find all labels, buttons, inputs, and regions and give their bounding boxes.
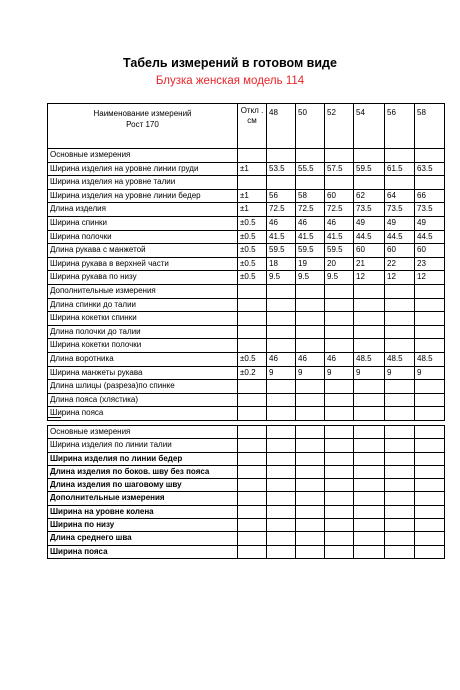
row-value [415,407,445,421]
row-empty-cell [267,505,296,518]
row-empty-cell [296,479,325,492]
row-value: 55.5 [296,162,325,176]
row-deviation [238,298,267,312]
row-empty-cell [238,439,267,452]
row-empty-cell [385,479,415,492]
row-deviation: ±0.5 [238,230,267,244]
header-name-cell [48,104,238,149]
row-name: Дополнительные измерения [48,284,238,298]
row-name: Ширина манжеты рукава [48,366,238,380]
row-value: 9 [385,366,415,380]
row-name: Длина среднего шва [48,532,238,545]
row-value [325,407,354,421]
row-name: Длина полочки до талии [48,325,238,339]
row-value: 72.5 [267,203,296,217]
row-value: 21 [354,257,385,271]
table-row [48,271,445,285]
row-empty-cell [354,505,385,518]
row-name: Длина изделия по боков. шву без пояса [48,465,238,478]
row-value: 44.5 [354,230,385,244]
table-row [48,426,445,439]
row-value [385,284,415,298]
row-value: 9.5 [296,271,325,285]
row-empty-cell [354,479,385,492]
row-empty-cell [267,465,296,478]
row-value: 73.5 [385,203,415,217]
row-empty-cell [385,532,415,545]
row-empty-cell [415,532,445,545]
row-deviation: ±0.5 [238,271,267,285]
table-row [48,216,445,230]
row-value: 53.5 [267,162,296,176]
row-value [415,176,445,190]
row-empty-cell [267,532,296,545]
row-deviation: ±1 [238,162,267,176]
row-name: Ширина рукава в верхней части [48,257,238,271]
row-value: 49 [354,216,385,230]
row-deviation [238,407,267,421]
row-name: Ширина спинки [48,216,238,230]
row-value [415,149,445,163]
row-value: 73.5 [354,203,385,217]
row-value: 9 [354,366,385,380]
row-value: 60 [354,244,385,258]
row-empty-cell [354,452,385,465]
row-value [385,176,415,190]
row-value: 41.5 [325,230,354,244]
row-value [267,298,296,312]
row-value [354,176,385,190]
row-value [354,407,385,421]
row-value: 56 [267,189,296,203]
header-size-56: 56 [385,104,415,149]
row-empty-cell [415,505,445,518]
row-empty-cell [267,479,296,492]
row-empty-cell [296,519,325,532]
row-value [296,284,325,298]
row-name: Длина воротника [48,352,238,366]
row-value [267,407,296,421]
row-empty-cell [238,505,267,518]
row-value [415,284,445,298]
row-value [385,312,415,326]
row-value: 61.5 [385,162,415,176]
row-value [296,407,325,421]
row-empty-cell [267,492,296,505]
row-value: 41.5 [296,230,325,244]
row-name: Ширина изделия по линии талии [48,439,238,452]
row-value [267,339,296,353]
table-row [48,176,445,190]
row-name: Ширина полочки [48,230,238,244]
row-value [354,298,385,312]
row-value [385,407,415,421]
measurements-table [47,103,445,421]
row-empty-cell [325,545,354,558]
row-name: Длина пояса (хлястика) [48,393,238,407]
row-value [415,393,445,407]
row-deviation [238,393,267,407]
row-value [385,380,415,394]
row-empty-cell [354,519,385,532]
row-empty-cell [238,545,267,558]
row-value: 58 [296,189,325,203]
header-name-label: Наименование измерений [93,109,192,118]
row-empty-cell [325,465,354,478]
table-row [48,505,445,518]
row-value: 59.5 [354,162,385,176]
row-value: 66 [415,189,445,203]
row-value: 60 [415,244,445,258]
header-size-48: 48 [267,104,296,149]
table-row [48,452,445,465]
row-value: 23 [415,257,445,271]
row-value: 22 [385,257,415,271]
table-row [48,312,445,326]
row-value [296,339,325,353]
row-empty-cell [238,492,267,505]
row-deviation [238,176,267,190]
row-value [267,149,296,163]
row-value [267,176,296,190]
header-size-52: 52 [325,104,354,149]
table-row [48,298,445,312]
table-row [48,230,445,244]
row-empty-cell [325,505,354,518]
row-empty-cell [385,465,415,478]
row-value [354,149,385,163]
row-value [385,325,415,339]
table-row [48,189,445,203]
row-empty-cell [415,426,445,439]
row-value [325,176,354,190]
row-value: 18 [267,257,296,271]
row-value [325,380,354,394]
row-value [267,325,296,339]
row-value: 19 [296,257,325,271]
row-name: Ширина изделия на уровне талии [48,176,238,190]
row-name: Ширина пояса [48,407,238,421]
row-empty-cell [296,505,325,518]
page-title: Табель измерений в готовом виде [123,56,337,70]
row-empty-cell [354,439,385,452]
row-empty-cell [325,519,354,532]
row-value: 9 [415,366,445,380]
row-empty-cell [385,426,415,439]
row-name: Основные измерения [48,426,238,439]
row-deviation [238,380,267,394]
row-value [325,325,354,339]
row-value [354,380,385,394]
row-name: Ширина изделия на уровне линии груди [48,162,238,176]
row-value: 44.5 [385,230,415,244]
row-name: Ширина рукава по низу [48,271,238,285]
row-empty-cell [267,545,296,558]
row-value: 9 [325,366,354,380]
row-empty-cell [325,479,354,492]
table-row [48,380,445,394]
row-empty-cell [385,452,415,465]
row-value [267,393,296,407]
row-value: 12 [354,271,385,285]
row-deviation: ±0.2 [238,366,267,380]
header-size-54: 54 [354,104,385,149]
row-value [415,312,445,326]
row-empty-cell [354,465,385,478]
row-deviation: ±0.5 [238,244,267,258]
row-deviation: ±0.5 [238,257,267,271]
row-value [267,380,296,394]
table-row [48,492,445,505]
row-empty-cell [296,439,325,452]
row-deviation [238,312,267,326]
measurements-table-2 [47,425,445,559]
row-value [354,312,385,326]
row-value: 12 [415,271,445,285]
row-deviation [238,339,267,353]
row-empty-cell [385,519,415,532]
row-empty-cell [267,426,296,439]
row-value: 48.5 [385,352,415,366]
table-row [48,244,445,258]
row-value: 59.5 [296,244,325,258]
row-empty-cell [267,452,296,465]
row-value: 60 [325,189,354,203]
table-row [48,545,445,558]
table-row [48,532,445,545]
row-value: 9.5 [325,271,354,285]
table-row [48,519,445,532]
row-deviation [238,149,267,163]
row-value [385,393,415,407]
row-name: Длина спинки до талии [48,298,238,312]
header-size-50: 50 [296,104,325,149]
row-value [296,176,325,190]
row-empty-cell [296,492,325,505]
table-header-row [48,104,445,149]
row-empty-cell [415,439,445,452]
row-value: 46 [325,216,354,230]
row-empty-cell [415,465,445,478]
table-row [48,339,445,353]
row-value: 12 [385,271,415,285]
row-name: Ширина кокетки спинки [48,312,238,326]
row-value: 41.5 [267,230,296,244]
row-value [354,284,385,298]
row-value: 46 [267,216,296,230]
row-empty-cell [354,545,385,558]
row-empty-cell [238,426,267,439]
row-deviation [238,325,267,339]
row-deviation: ±0.5 [238,216,267,230]
row-value: 59.5 [325,244,354,258]
table-row [48,203,445,217]
row-empty-cell [385,545,415,558]
row-empty-cell [385,505,415,518]
table-row [48,366,445,380]
row-value [267,284,296,298]
table-row [48,465,445,478]
row-value [296,149,325,163]
row-deviation: ±1 [238,189,267,203]
row-deviation: ±0.5 [238,352,267,366]
row-name: Ширина пояса [48,545,238,558]
row-value: 60 [385,244,415,258]
row-value: 46 [325,352,354,366]
table-row [48,439,445,452]
row-value: 46 [296,352,325,366]
row-value [325,393,354,407]
row-empty-cell [238,479,267,492]
row-empty-cell [325,426,354,439]
row-value: 9 [296,366,325,380]
row-value [325,298,354,312]
row-empty-cell [238,452,267,465]
row-value [385,298,415,312]
row-empty-cell [325,452,354,465]
table-row [48,162,445,176]
table-row [48,325,445,339]
row-name: Ширина по низу [48,519,238,532]
header-size-58: 58 [415,104,445,149]
row-value: 73.5 [415,203,445,217]
row-value [354,393,385,407]
table-row [48,149,445,163]
row-value: 57.5 [325,162,354,176]
row-value: 59.5 [267,244,296,258]
row-deviation: ±1 [238,203,267,217]
row-value: 46 [267,352,296,366]
row-empty-cell [296,465,325,478]
row-value [385,149,415,163]
row-value: 48.5 [415,352,445,366]
row-value [325,312,354,326]
row-empty-cell [267,519,296,532]
row-value: 49 [415,216,445,230]
row-value: 72.5 [325,203,354,217]
row-empty-cell [415,492,445,505]
header-height-label: Рост 170 [126,120,159,129]
header-deviation-cell: Откл . см [238,104,267,149]
row-name: Ширина кокетки полочки [48,339,238,353]
row-value [415,339,445,353]
row-value [296,393,325,407]
row-value: 49 [385,216,415,230]
row-value: 64 [385,189,415,203]
table-row [48,393,445,407]
table-row [48,479,445,492]
row-empty-cell [325,492,354,505]
row-value: 63.5 [415,162,445,176]
row-empty-cell [238,519,267,532]
row-name: Длина изделия [48,203,238,217]
row-value: 9.5 [267,271,296,285]
row-value [354,325,385,339]
row-name: Длина рукава с манжетой [48,244,238,258]
row-value [296,325,325,339]
row-empty-cell [354,426,385,439]
row-value: 9 [267,366,296,380]
row-value [296,380,325,394]
row-empty-cell [385,492,415,505]
row-value [415,325,445,339]
row-value [296,298,325,312]
row-empty-cell [415,545,445,558]
row-value: 44.5 [415,230,445,244]
row-empty-cell [296,426,325,439]
row-value: 48.5 [354,352,385,366]
row-empty-cell [267,439,296,452]
row-value: 20 [325,257,354,271]
row-value: 62 [354,189,385,203]
row-empty-cell [385,439,415,452]
row-name: Основные измерения [48,149,238,163]
row-name: Длина изделия по шаговому шву [48,479,238,492]
table-row [48,257,445,271]
page-subtitle: Блузка женская модель 114 [155,75,305,87]
row-empty-cell [325,439,354,452]
row-name: Дополнительные измерения [48,492,238,505]
row-value [325,284,354,298]
row-name: Ширина на уровне колена [48,505,238,518]
row-empty-cell [296,452,325,465]
row-empty-cell [296,545,325,558]
row-value [325,339,354,353]
row-empty-cell [415,519,445,532]
row-value [296,312,325,326]
row-empty-cell [238,532,267,545]
table-row [48,284,445,298]
row-name: Длина шлицы (разреза)по спинке [48,380,238,394]
row-value: 72.5 [296,203,325,217]
row-empty-cell [415,452,445,465]
row-value: 46 [296,216,325,230]
row-value [267,312,296,326]
row-empty-cell [325,532,354,545]
row-name: Ширина изделия по линии бедер [48,452,238,465]
table-row [48,352,445,366]
row-name: Ширина изделия на уровне линии бедер [48,189,238,203]
row-value [325,149,354,163]
row-value [385,339,415,353]
row-value [354,339,385,353]
row-empty-cell [296,532,325,545]
separator-line [47,417,61,418]
row-empty-cell [238,465,267,478]
row-empty-cell [354,532,385,545]
row-empty-cell [415,479,445,492]
row-empty-cell [354,492,385,505]
row-value [415,380,445,394]
table-row [48,407,445,421]
row-value [415,298,445,312]
row-deviation [238,284,267,298]
